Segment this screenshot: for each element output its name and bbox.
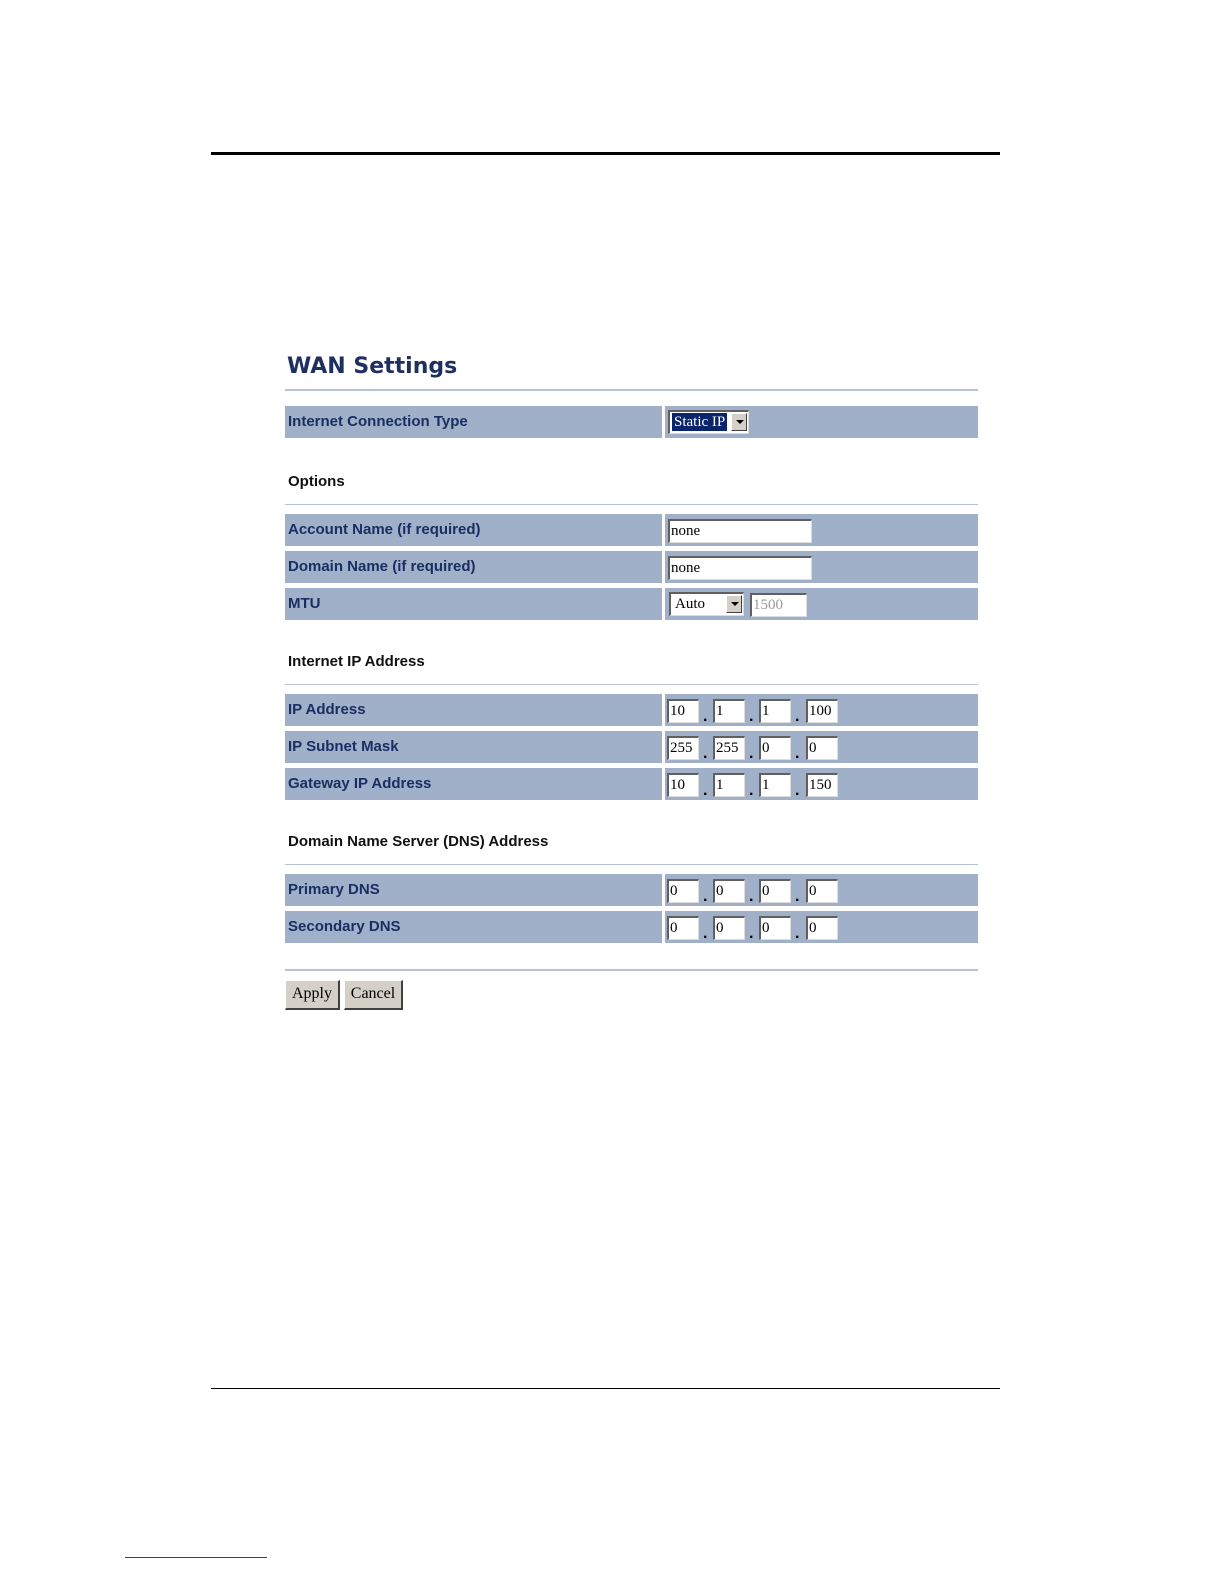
gateway-octet-3-input[interactable]: 1 [759, 773, 791, 797]
ip-octet-1-input[interactable]: 10 [667, 699, 699, 723]
octet-separator: . [749, 708, 754, 725]
octet-separator: . [795, 782, 800, 799]
octet-separator: . [703, 888, 708, 905]
ip-address-cell [665, 694, 978, 726]
octet-separator: . [703, 708, 708, 725]
connection-type-select[interactable] [668, 410, 749, 434]
secondary-dns-row [285, 911, 978, 943]
octet-separator: . [749, 745, 754, 762]
mtu-mode-select[interactable] [669, 592, 744, 616]
subnet-mask-cell [665, 731, 978, 763]
ip-octet-3-input[interactable]: 1 [759, 699, 791, 723]
dns-heading: Domain Name Server (DNS) Address [288, 833, 549, 850]
title-divider [285, 389, 978, 391]
primary-dns-row [285, 874, 978, 906]
page-header-rule [211, 152, 1000, 155]
mtu-row [285, 588, 978, 620]
gateway-octet-2-input[interactable]: 1 [713, 773, 745, 797]
chevron-down-icon[interactable] [731, 413, 747, 431]
connection-type-cell [665, 406, 978, 438]
domain-name-row [285, 551, 978, 583]
octet-separator: . [703, 925, 708, 942]
footnote-rule [125, 1557, 267, 1558]
dns-divider [285, 864, 978, 865]
mask-octet-2-input[interactable]: 255 [713, 736, 745, 760]
gateway-octet-1-input[interactable]: 10 [667, 773, 699, 797]
ip-octet-2-input[interactable]: 1 [713, 699, 745, 723]
gateway-row [285, 768, 978, 800]
account-name-label: Account Name (if required) [285, 514, 662, 546]
domain-name-label: Domain Name (if required) [285, 551, 662, 583]
mtu-mode-value: Auto [675, 596, 705, 612]
page-title: WAN Settings [287, 354, 458, 379]
apply-button[interactable]: Apply [285, 980, 340, 1010]
internet-ip-divider [285, 684, 978, 685]
internet-ip-heading: Internet IP Address [288, 653, 425, 670]
subnet-mask-label: IP Subnet Mask [285, 731, 662, 763]
secondary-dns-octet-2-input[interactable]: 0 [713, 916, 745, 940]
secondary-dns-label: Secondary DNS [285, 911, 662, 943]
gateway-octet-4-input[interactable]: 150 [806, 773, 838, 797]
gateway-label: Gateway IP Address [285, 768, 662, 800]
secondary-dns-octet-4-input[interactable]: 0 [806, 916, 838, 940]
octet-separator: . [795, 708, 800, 725]
page-footer-rule [211, 1388, 1000, 1389]
options-heading: Options [288, 473, 345, 490]
octet-separator: . [795, 925, 800, 942]
connection-type-row [285, 406, 978, 438]
octet-separator: . [749, 782, 754, 799]
octet-separator: . [795, 888, 800, 905]
secondary-dns-octet-3-input[interactable]: 0 [759, 916, 791, 940]
octet-separator: . [703, 745, 708, 762]
mask-octet-3-input[interactable]: 0 [759, 736, 791, 760]
primary-dns-octet-3-input[interactable]: 0 [759, 879, 791, 903]
connection-type-label: Internet Connection Type [285, 406, 662, 438]
account-name-row [285, 514, 978, 546]
chevron-down-icon[interactable] [726, 595, 742, 613]
octet-separator: . [749, 888, 754, 905]
ip-address-label: IP Address [285, 694, 662, 726]
cancel-button[interactable]: Cancel [344, 980, 403, 1010]
domain-name-input[interactable]: none [668, 556, 812, 580]
options-divider [285, 504, 978, 505]
octet-separator: . [703, 782, 708, 799]
primary-dns-cell [665, 874, 978, 906]
connection-type-value: Static IP [674, 414, 726, 430]
octet-separator: . [795, 745, 800, 762]
domain-name-cell [665, 551, 978, 583]
mtu-cell [665, 588, 978, 620]
mtu-size-input[interactable]: 1500 [750, 593, 807, 617]
ip-octet-4-input[interactable]: 100 [806, 699, 838, 723]
subnet-mask-row [285, 731, 978, 763]
primary-dns-label: Primary DNS [285, 874, 662, 906]
mtu-label: MTU [285, 588, 662, 620]
gateway-cell [665, 768, 978, 800]
primary-dns-octet-1-input[interactable]: 0 [667, 879, 699, 903]
ip-address-row [285, 694, 978, 726]
octet-separator: . [749, 925, 754, 942]
mask-octet-1-input[interactable]: 255 [667, 736, 699, 760]
primary-dns-octet-2-input[interactable]: 0 [713, 879, 745, 903]
mask-octet-4-input[interactable]: 0 [806, 736, 838, 760]
secondary-dns-cell [665, 911, 978, 943]
secondary-dns-octet-1-input[interactable]: 0 [667, 916, 699, 940]
primary-dns-octet-4-input[interactable]: 0 [806, 879, 838, 903]
account-name-input[interactable]: none [668, 519, 812, 543]
account-name-cell [665, 514, 978, 546]
actions-divider [285, 969, 978, 971]
